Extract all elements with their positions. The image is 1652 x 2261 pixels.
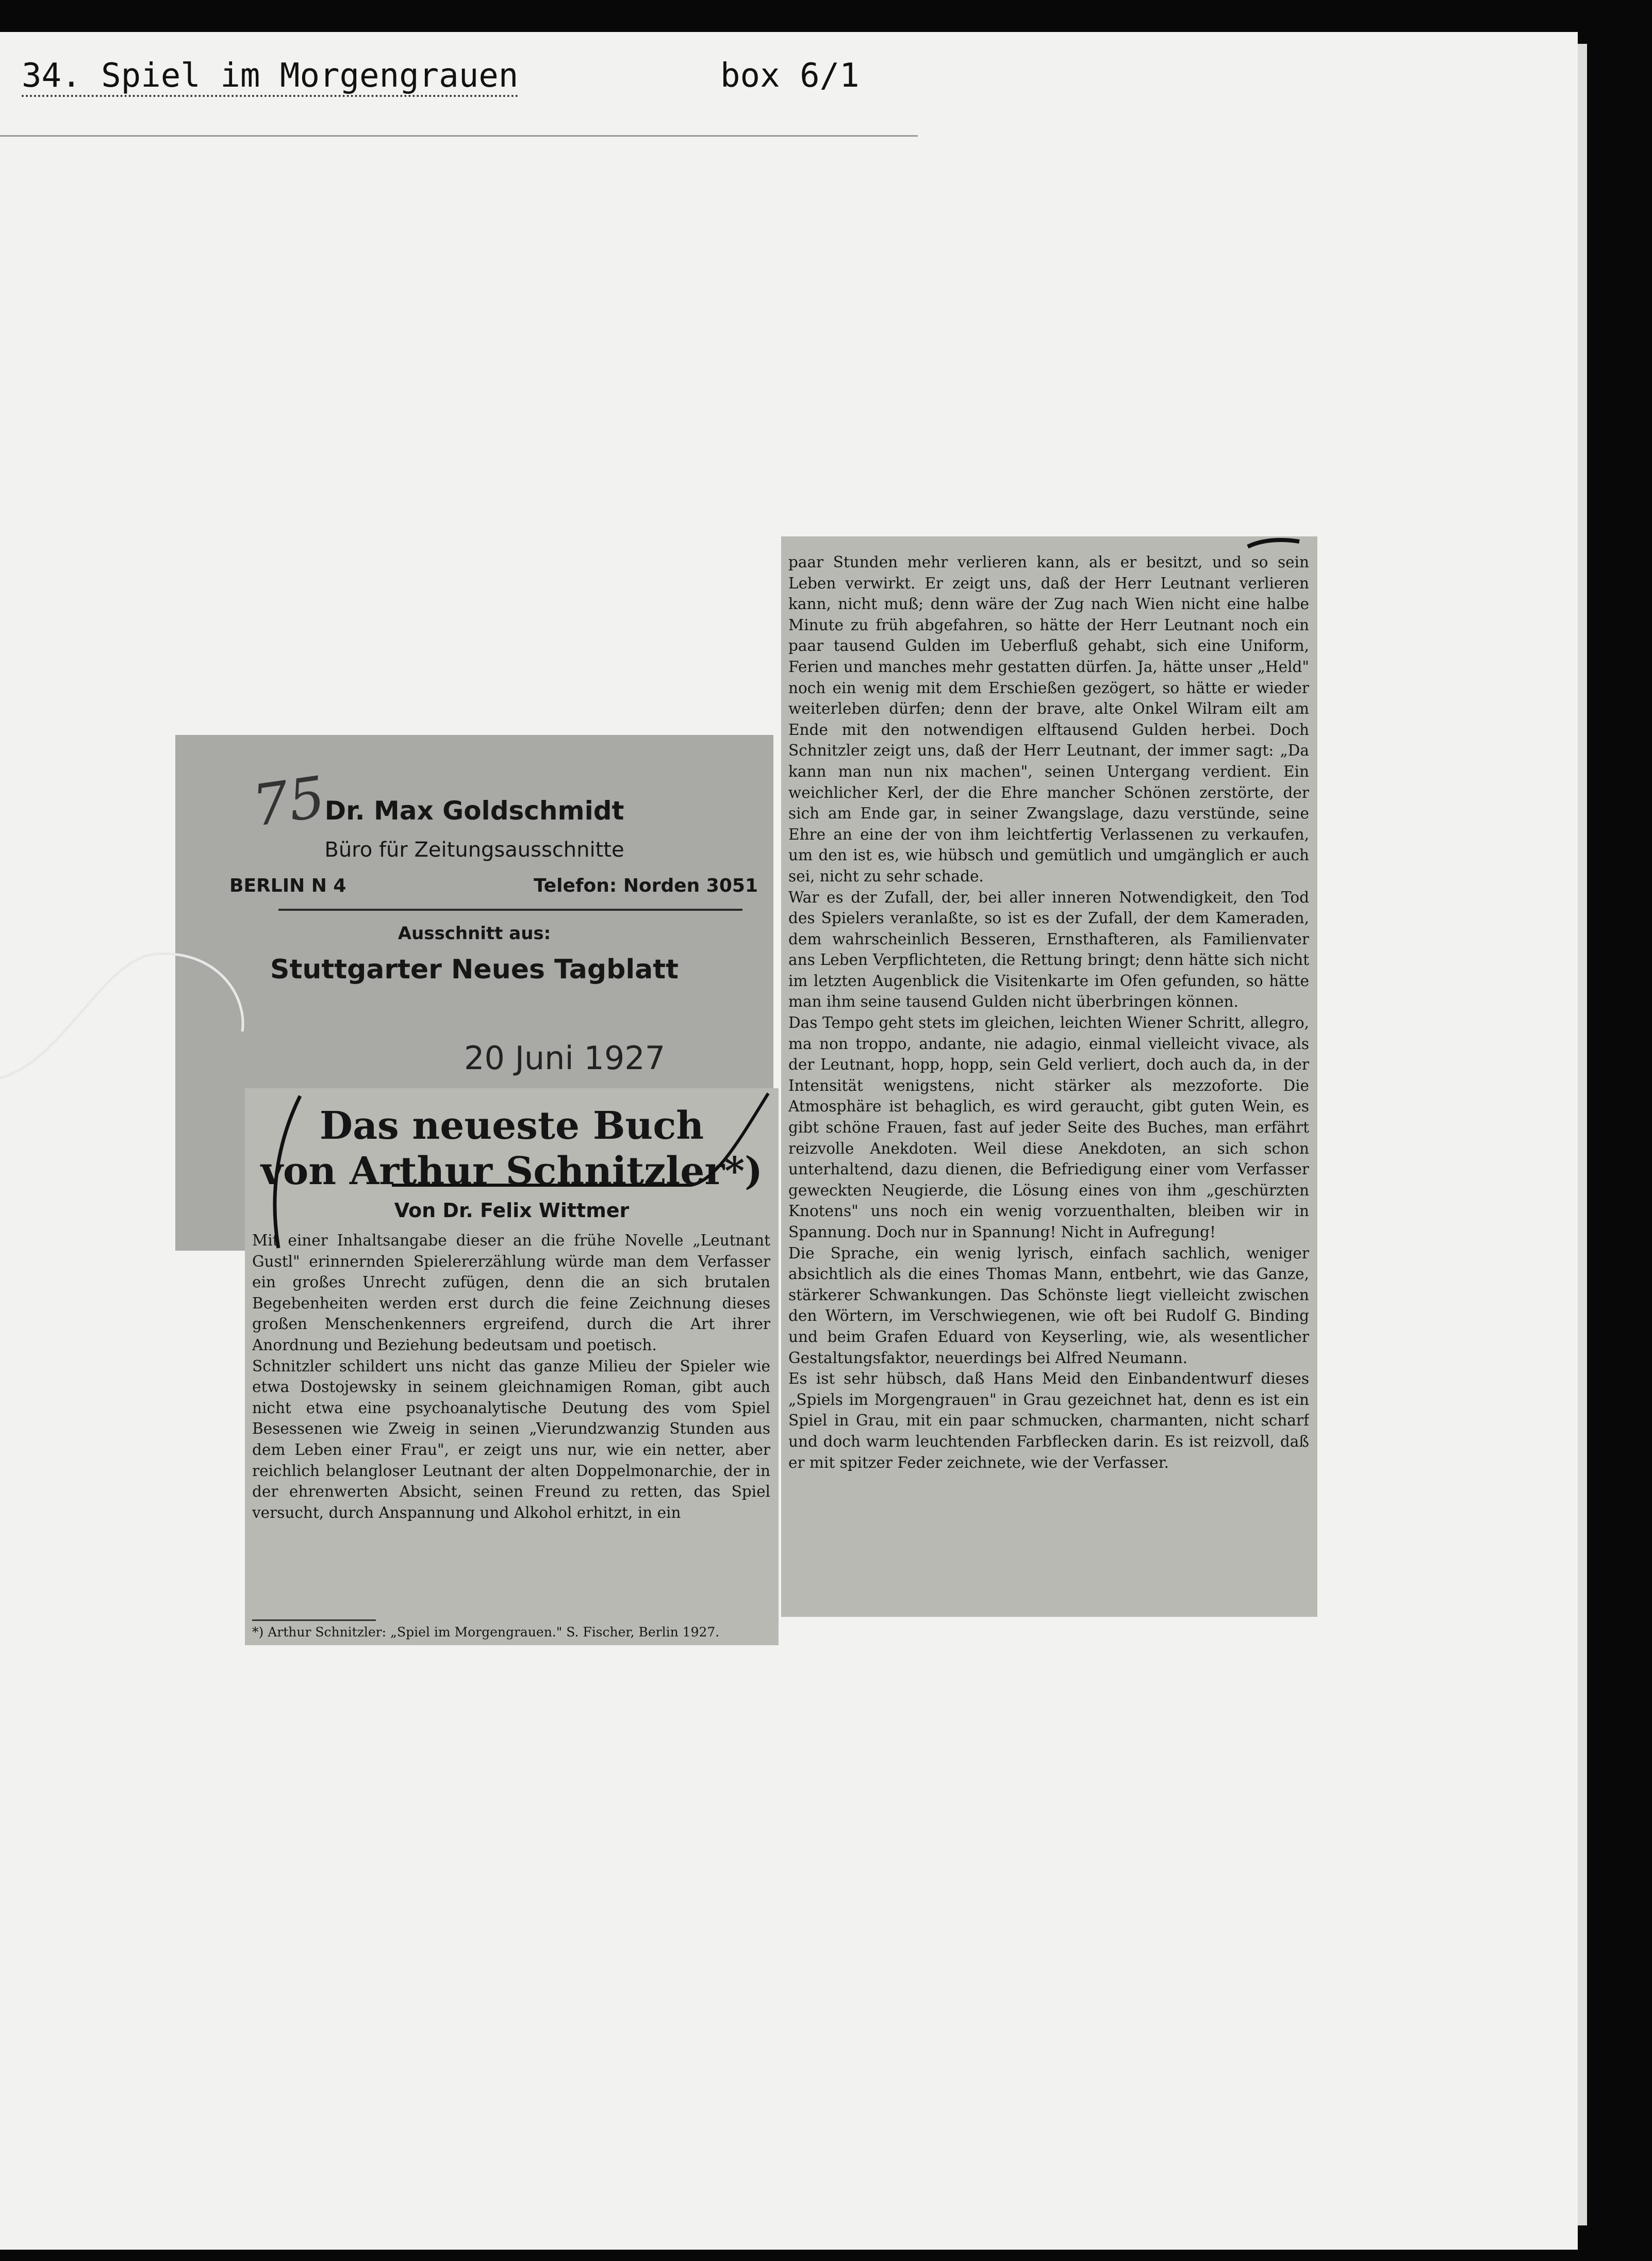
handwritten-number: 75 [248,763,329,840]
slip-company: Dr. Max Goldschmidt [324,796,624,826]
date-stamp: 20 Juni 1927 [464,1039,666,1077]
article-right-column [781,536,1317,1617]
folder-title: 34. Spiel im Morgengrauen [22,57,518,97]
article-headline-line1: Das neueste Buch [319,1104,704,1148]
slip-phone: Telefon: Norden 3051 [533,875,758,896]
article-byline: Von Dr. Felix Wittmer [394,1199,630,1222]
folder-header [22,57,860,103]
article-left-text: Mit einer Inhaltsangabe dieser an die frühe Novelle „Leutnant Gustl" erinnernden Spielererzählung würde man dem Verfasser ein großes Unrecht zufügen, denn die an sich brutalen Begebenheiten werden erst durch die feine Zeichnung dieses großen Menschenkenners ergreifend, durch die Art ihrer Anordnung und Beziehung bedeutsam und poetisch. Schnitzler schildert uns nicht das ganze Milieu der Spieler wie etwa Dostojewsky in seinem gleichnamigen Roman, gibt auch nicht etwa eine psychoanalytische Deutung des vom Spiel Besessenen wie Zweig in seinen „Vierundzwanzig Stunden aus dem Leben einer Frau", er zeigt uns nur, wie ein netter, aber reichlich belangloser Leutnant der alten Doppelmonarchie, der in der ehrenwerten Absicht, seinen Freund zu retten, das Spiel versucht, durch Anspannung und Alkohol erhitzt, in ein [252,1232,770,1521]
header-rule [0,135,918,137]
slip-service: Büro für Zeitungsausschnitte [324,838,624,862]
slip-city: BERLIN N 4 [229,875,346,896]
footnote-rule [252,1619,376,1621]
box-number: box 6/1 [720,57,860,95]
slip-from-label: Ausschnitt aus: [398,923,551,944]
article-footnote: *) Arthur Schnitzler: „Spiel im Morgengrauen." S. Fischer, Berlin 1927. [252,1625,720,1640]
slip-divider [278,909,742,911]
article-left-column [245,1088,779,1645]
sheet-edge [1578,44,1587,2225]
slip-newspaper-name: Stuttgarter Neues Tagblatt [270,954,679,985]
article-right-text: paar Stunden mehr verlieren kann, als er besitzt, und so sein Leben verwirkt. Er zeigt uns, daß der Herr Leutnant verlieren kann, nicht muß; denn wäre der Zug nach Wien nicht eine halbe Minute zu früh abgefahren, so hätte der Herr Leutnant noch ein paar tausend Gulden im Ueberfluß gehabt, sich eine Uniform, Ferien und manches mehr gestatten dürfen. Ja, hätte unser „Held" noch ein wenig mit dem Erschießen gezögert, so hätte er wieder weiterleben dürfen; denn der brave, alte Onkel Wilram eilt am Ende mit den notwendigen elftausend Gulden herbei. Doch Schnitzler zeigt uns, daß der Herr Leutnant, der immer sagt: „Da kann man nun nix machen", seinen Untergang verdient. Ein weichlicher Kerl, der die Ehre mancher Schönen zerstörte, der sich am Ende gar, in seiner Zwangslage, dazu verstünde, seine Ehre an eine der von ihm leichtfertig Verlassenen zu verkaufen, um den ist es, wie hübsch und gemütlich und umgänglich er auch sei, nicht zu sehr schade. War es der Zufall, der, bei aller inneren Notwendigkeit, den Tod des Spielers veranlaßte, so ist es der Zufall, der dem Kameraden, dem wahrscheinlich Besseren, Ernsthafteren, als Familienvater ans Leben Verpflichteten, die Rettung bringt; denn hätte sich nicht im letzten Augenblick die Visitenkarte im Ofen gefunden, so hätte man ihm seine tausend Gulden nicht überbringen können. Das Tempo geht stets im gleichen, leichten Wiener Schritt, allegro, ma non troppo, andante, nie adagio, einmal vielleicht vivace, als der Leutnant, hopp, hopp, sein Geld verliert, doch auch da, in der Intensität wenigstens, nicht stärker als mezzoforte. Die Atmosphäre ist behaglich, es wird geraucht, gibt guten Wein, es gibt schöne Frauen, fast auf jeder Seite des Buches, man erfährt reizvolle Anekdoten. Weil diese Anekdoten, an sich schon unterhaltend, dazu dienen, die Befriedigung einer vom Verfasser geweckten Neugierde, die Lösung eines von ihm „geschürzten Knotens" uns noch ein wenig vorzuenthalten, bleiben wir in Spannung. Doch nur in Spannung! Nicht in Aufregung! Die Sprache, ein wenig lyrisch, einfach sachlich, weniger absichtlich als die eines Thomas Mann, entbehrt, wie das Ganze, stärkerer Schwankungen. Das Schönste liegt vielleicht zwischen den Wörtern, im Verschwiegenen, wie oft bei Rudolf G. Binding und beim Grafen Eduard von Keyserling, wie, als wesentlicher Gestaltungsfaktor, neuerdings bei Alfred Neumann. Es ist sehr hübsch, daß Hans Meid den Einbandentwurf dieses „Spiels im Morgengrauen" in Grau gezeichnet hat, denn es ist ein Spiel in Grau, mit ein paar schmucken, charmanten, nicht scharf und doch warm leuchtenden Farbflecken darin. Es ist reizvoll, daß er mit spitzer Feder zeichnete, wie der Verfasser. [788,553,1309,1471]
article-headline-line2: von Arthur Schnitzler*) [260,1149,763,1193]
